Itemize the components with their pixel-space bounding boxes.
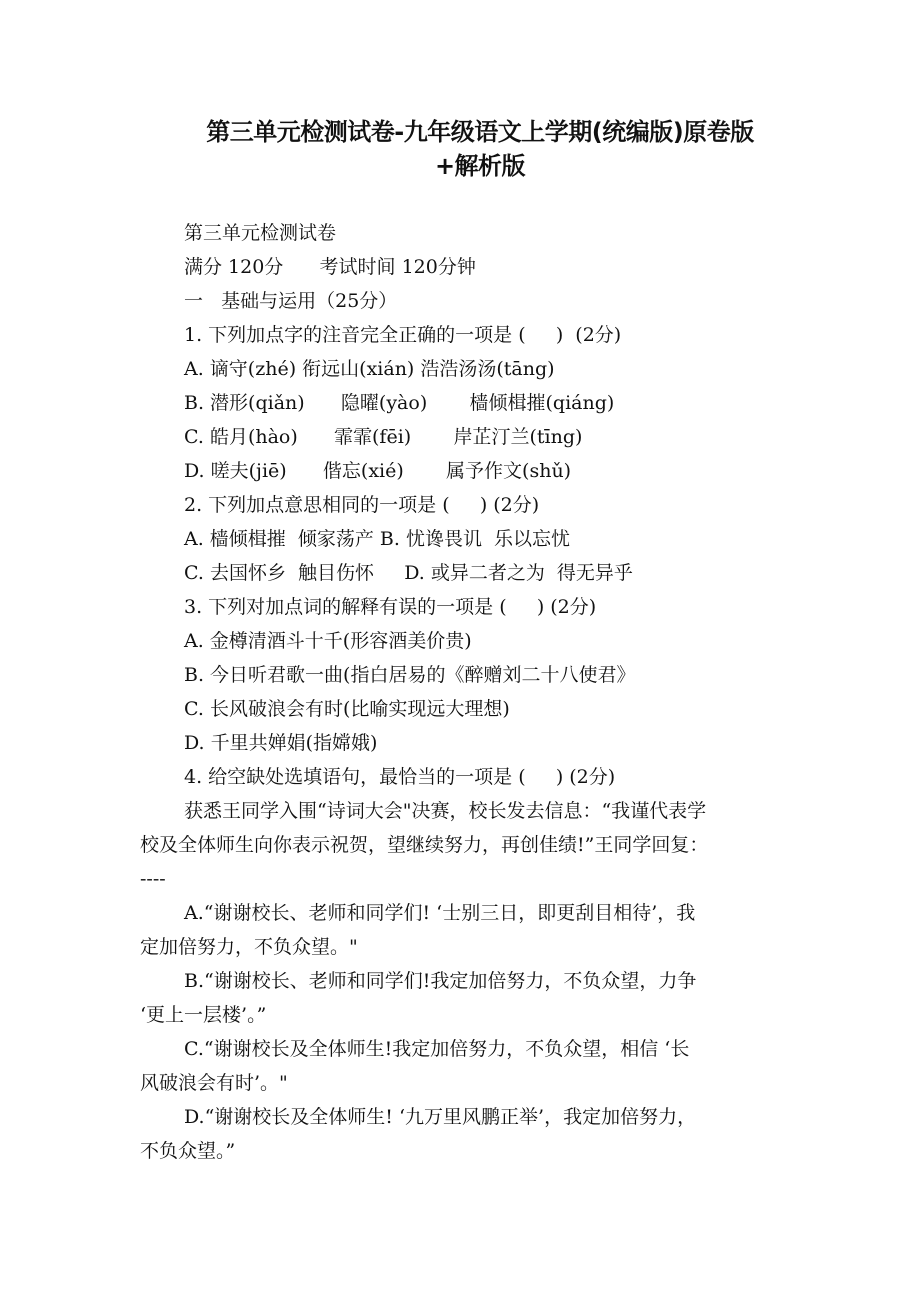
question-4-option-a-line-2: 定加倍努力，不负众望。" [140, 936, 358, 958]
question-4-context-line-2: 校及全体师生向你表示祝贺，望继续努力，再创佳绩!”王同学回复： [140, 834, 709, 856]
question-3-option-c: C. 长风破浪会有时(比喻实现远大理想) [184, 698, 510, 720]
question-3-option-a: A. 金樽清酒斗十千(形容酒美价贵) [184, 630, 472, 652]
exam-subtitle: 第三单元检测试卷 [184, 222, 337, 244]
question-1-stem: 1. 下列加点字的注音完全正确的一项是 ( ) (2分) [184, 324, 622, 346]
question-4-option-b-line-1: B.“谢谢校长、老师和同学们!我定加倍努力，不负众望，力争 [184, 970, 697, 992]
question-4-blank: ---- [140, 868, 166, 890]
question-4-option-a-line-1: A.“谢谢校长、老师和同学们! ‘士别三日，即更刮目相待’，我 [184, 902, 696, 924]
document-title-line-2: +解析版 [434, 152, 526, 180]
question-4-option-d-line-1: D.“谢谢校长及全体师生! ‘九万里风鹏正举’，我定加倍努力， [184, 1106, 697, 1128]
question-4-option-d-line-2: 不负众望。” [140, 1140, 236, 1162]
score-and-time: 满分 120分 考试时间 120分钟 [184, 256, 476, 278]
question-1-option-c: C. 皓月(hào) 霏霏(fēi) 岸芷汀兰(tīng) [184, 426, 583, 448]
question-4-option-c-line-1: C.“谢谢校长及全体师生!我定加倍努力，不负众望，相信 ‘长 [184, 1038, 690, 1060]
section-heading: 一 基础与运用（25分） [184, 290, 398, 312]
question-4-context-line-1: 获悉王同学入围“诗词大会"决赛，校长发去信息：“我谨代表学 [184, 800, 707, 822]
question-4-option-b-line-2: ‘更上一层楼’。” [140, 1004, 267, 1026]
question-4-option-c-line-2: 风破浪会有时’。" [140, 1072, 288, 1094]
question-1-option-b: B. 潜形(qiǎn) 隐曜(yào) 樯倾楫摧(qiáng) [184, 392, 615, 414]
question-1-option-d: D. 嗟夫(jiē) 偕忘(xié) 属予作文(shǔ) [184, 460, 572, 482]
question-1-option-a: A. 谪守(zhé) 衔远山(xián) 浩浩汤汤(tāng) [184, 358, 555, 380]
question-2-options-cd: C. 去国怀乡 触目伤怀 D. 或异二者之为 得无异乎 [184, 562, 633, 584]
question-2-options-ab: A. 樯倾楫摧 倾家荡产 B. 忧谗畏讥 乐以忘忧 [184, 528, 571, 550]
question-4-stem: 4. 给空缺处选填语句，最恰当的一项是 ( ) (2分) [184, 766, 616, 788]
question-3-stem: 3. 下列对加点词的解释有误的一项是 ( ) (2分) [184, 596, 597, 618]
document-title-line-1: 第三单元检测试卷-九年级语文上学期(统编版)原卷版 [206, 118, 754, 146]
question-3-option-b: B. 今日听君歌一曲(指白居易的《醉赠刘二十八使君》 [184, 664, 636, 686]
question-3-option-d: D. 千里共婵娟(指嫦娥) [184, 732, 378, 754]
question-2-stem: 2. 下列加点意思相同的一项是 ( ) (2分) [184, 494, 540, 516]
